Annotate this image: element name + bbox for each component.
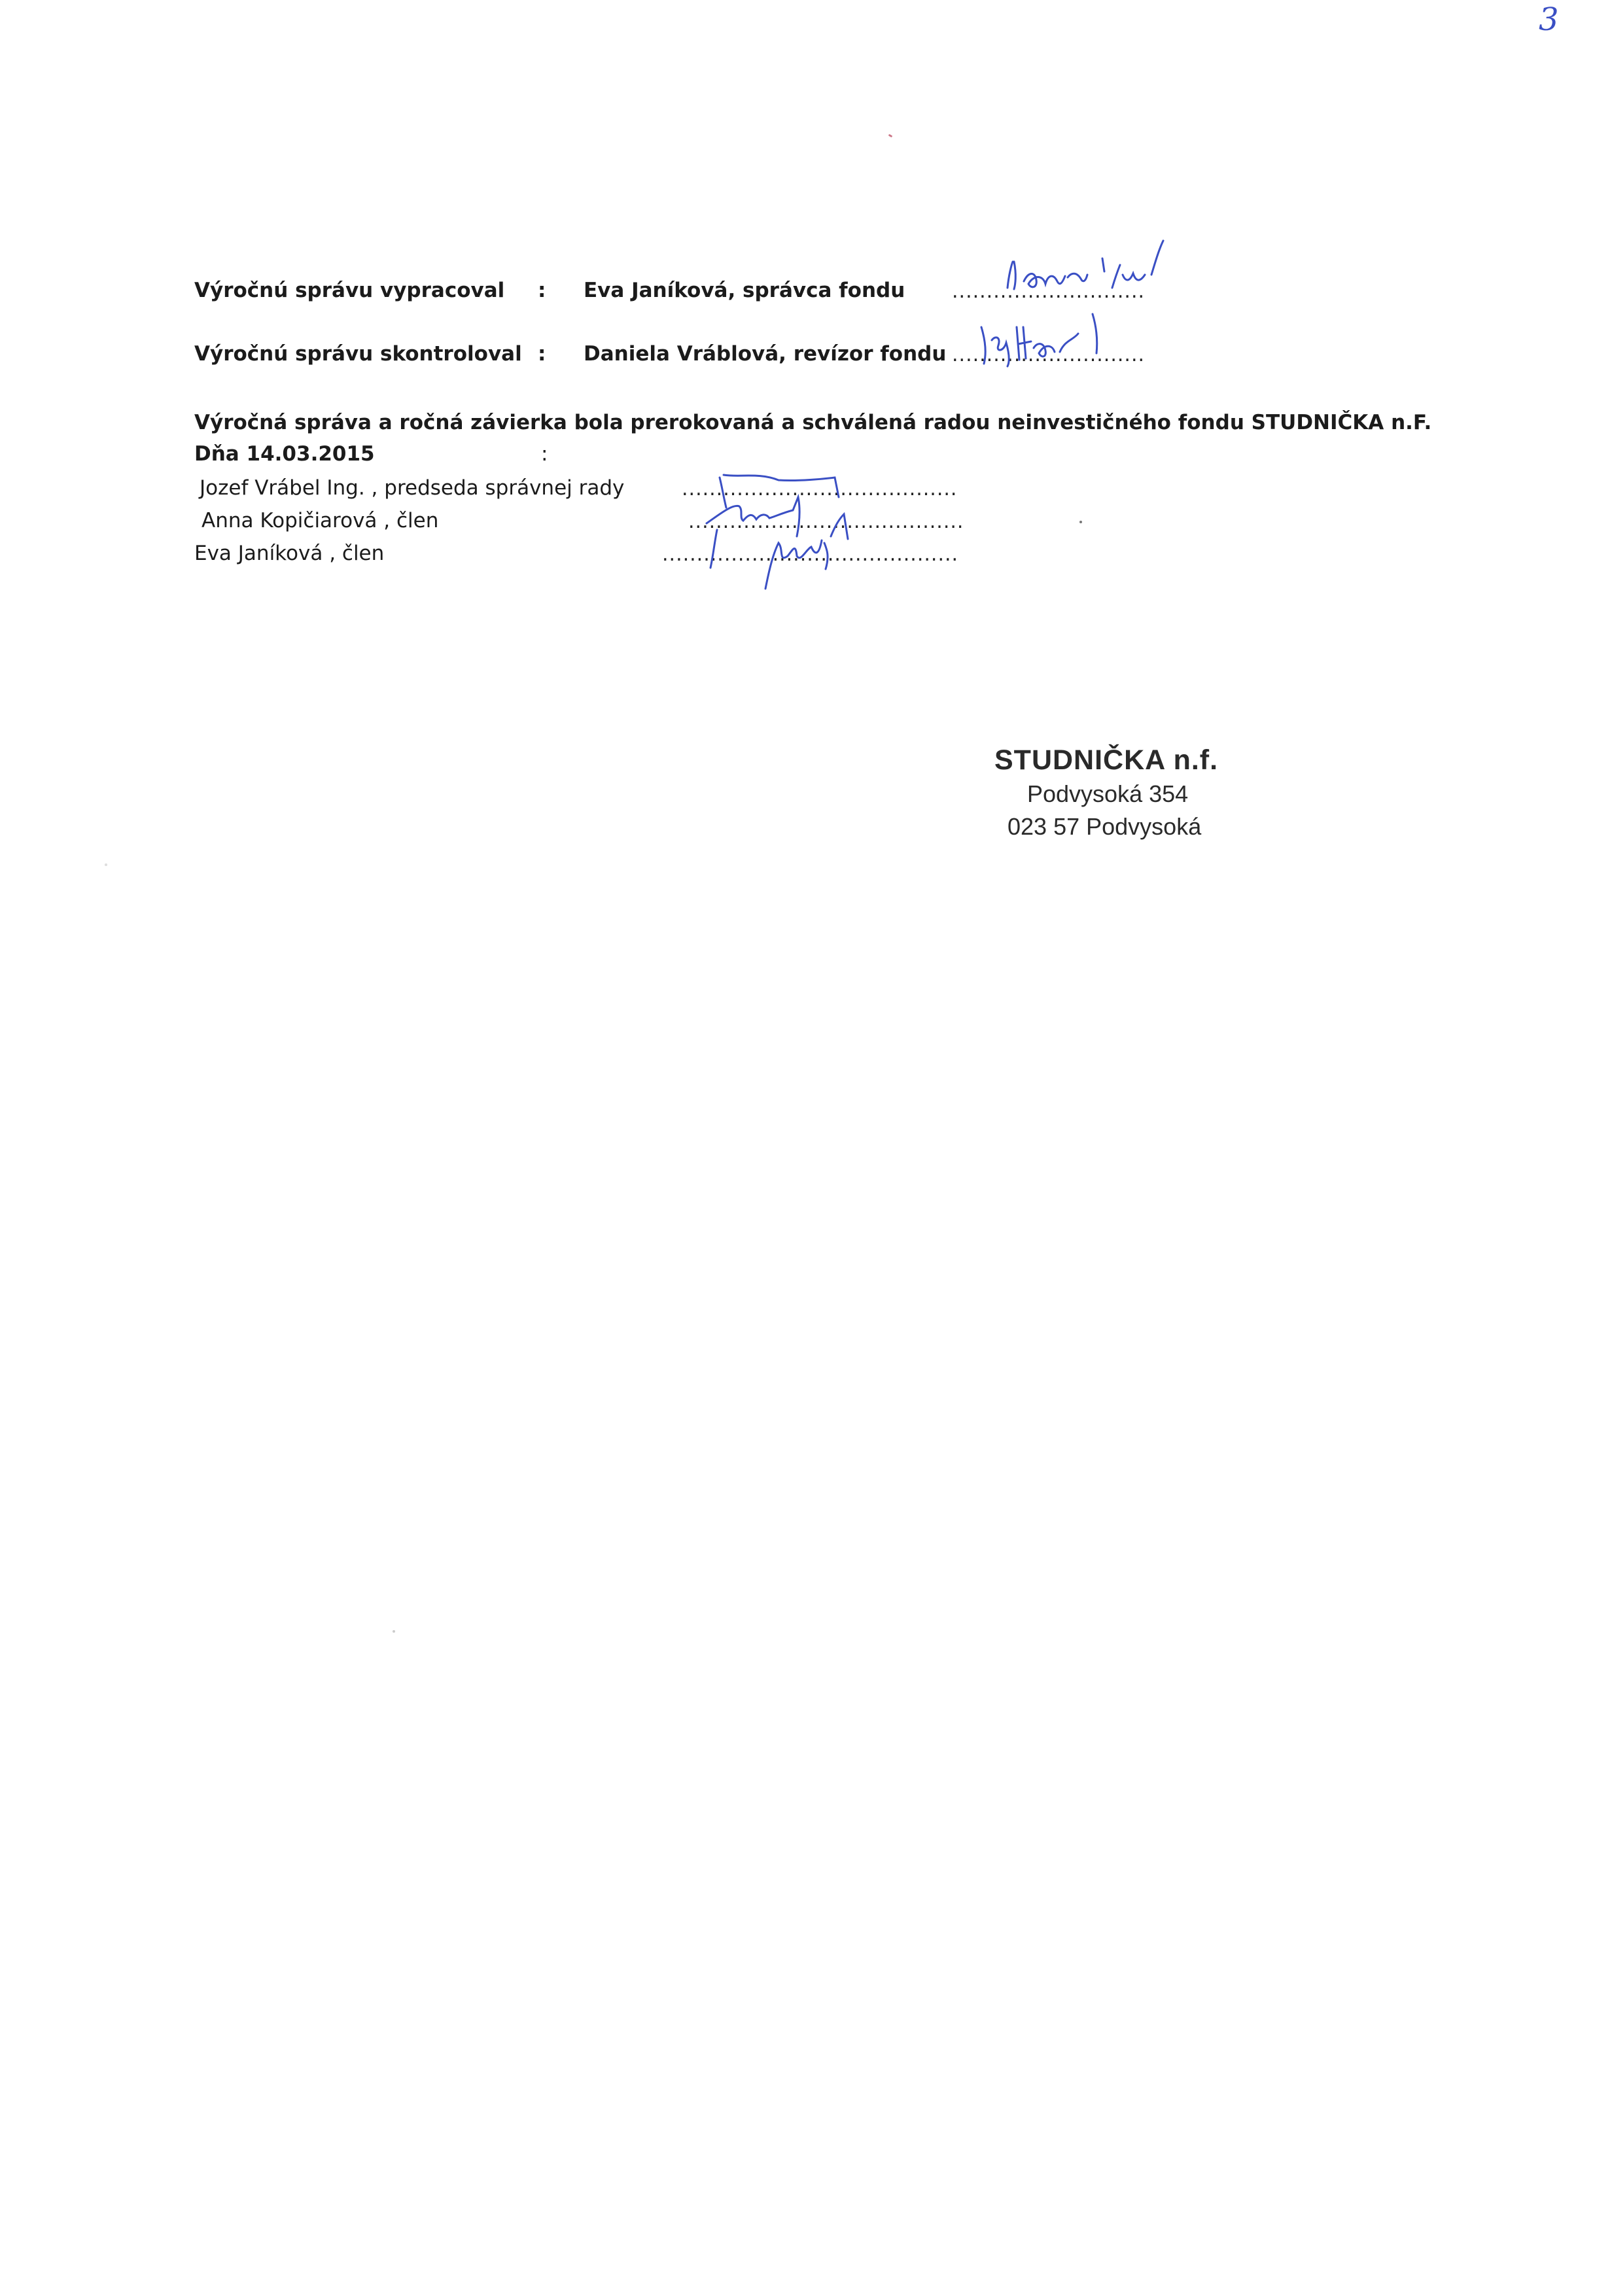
signature-board [680,458,916,617]
prepared-signature-line: ............................ [952,280,1146,303]
stamp-city: 023 57 Podvysoká [1008,813,1202,840]
scan-speck [888,134,893,138]
checked-colon: : [538,342,546,366]
board-member-3-line: ........................................... [662,543,959,566]
prepared-colon: : [538,279,546,302]
stamp-name: STUDNIČKA n.f. [994,744,1219,776]
approval-statement: Výročná správa a ročná závierka bola prerokovaná a schválená radou neinvestičného fondu STUDNIČKA n.F. [194,411,1432,434]
board-member-chair-line: ........................................ [682,478,958,500]
board-member-3: Eva Janíková , člen [194,542,385,565]
board-member-2: Anna Kopičiarová , člen [202,509,439,532]
approval-colon: : [541,442,548,466]
signature-checked [968,301,1165,375]
checked-person: Daniela Vráblová, revízor fondu [584,342,947,366]
board-member-chair: Jozef Vrábel Ing. , predseda správnej rady [200,476,625,500]
prepared-person: Eva Janíková, správca fondu [584,279,905,302]
page-number: 3 [1539,1,1559,38]
scan-speck [1079,521,1082,523]
signature-prepared [994,235,1191,310]
approval-date: Dňa 14.03.2015 [194,442,375,466]
board-member-2-line: ........................................ [688,510,964,533]
prepared-label: Výročnú správu vypracoval [194,279,505,302]
checked-label: Výročnú správu skontroloval [194,342,522,366]
scan-speck [105,863,107,866]
stamp-street: Podvysoká 354 [1027,780,1189,807]
checked-signature-line: ............................ [952,343,1146,366]
scan-speck [393,1630,395,1633]
